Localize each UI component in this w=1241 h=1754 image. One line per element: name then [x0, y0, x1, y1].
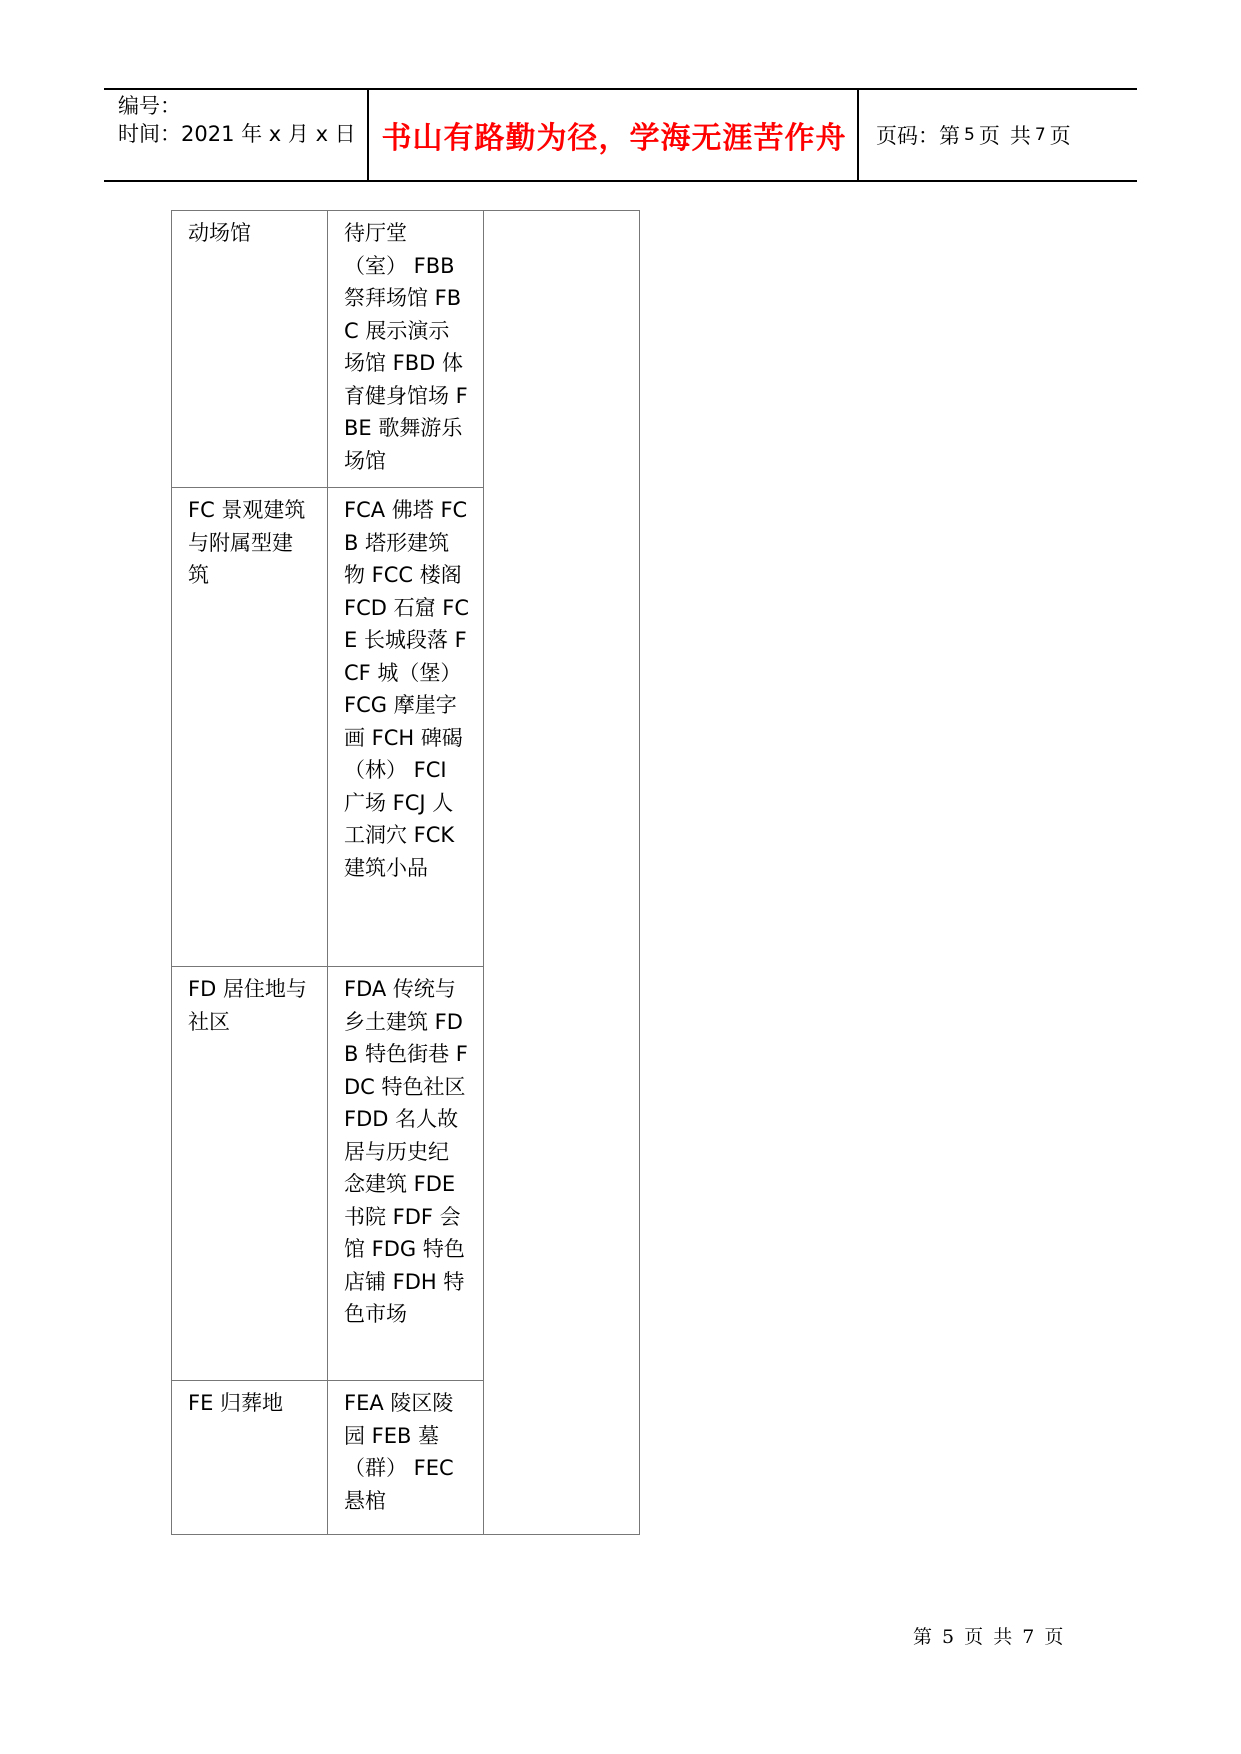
- subcategory-cell: 待厅堂（室） FBB 祭拜场馆 FBC 展示演示场馆 FBD 体育健身馆场 FBE 歌舞游乐场馆: [328, 211, 484, 488]
- total-number: 7: [1034, 125, 1046, 145]
- category-cell: FE 归葬地: [172, 1381, 328, 1535]
- time-label: 时间：2021 年 x 月 x 日: [118, 122, 356, 146]
- empty-cell: [484, 211, 640, 1535]
- category-cell: FC 景观建筑与附属型建筑: [172, 488, 328, 967]
- header-motto: 书山有路勤为径，学海无涯苦作舟: [381, 121, 847, 156]
- subcategory-cell: FCA 佛塔 FCB 塔形建筑物 FCC 楼阁 FCD 石窟 FCE 长城段落 FCF 城（堡） FCG 摩崖字画 FCH 碑碣（林） FCI 广场 FCJ 人工洞穴 FCK 建筑小品: [328, 488, 484, 967]
- header-page-info: [864, 90, 1071, 180]
- total-prefix: 共: [1009, 124, 1031, 148]
- table-row: [172, 211, 640, 488]
- page-prefix: 页码：第: [876, 124, 960, 148]
- number-label: 编号：: [118, 94, 181, 118]
- category-cell: 动场馆: [172, 211, 328, 488]
- subcategory-cell: FEA 陵区陵园 FEB 墓（群） FEC 悬棺: [328, 1381, 484, 1535]
- page-mid: 页: [978, 124, 1000, 148]
- header-divider-left: [367, 90, 369, 180]
- category-cell: FD 居住地与社区: [172, 967, 328, 1381]
- total-suffix: 页: [1049, 124, 1071, 148]
- page-footer: 第 5 页 共 7 页: [913, 1626, 1066, 1648]
- page-header: [104, 88, 1137, 182]
- classification-table: [171, 210, 640, 1535]
- page-number: 5: [964, 125, 975, 145]
- header-divider-right: [857, 90, 859, 180]
- subcategory-cell: FDA 传统与乡土建筑 FDB 特色街巷 FDC 特色社区 FDD 名人故居与历史纪念建筑 FDE 书院 FDF 会馆 FDG 特色店铺 FDH 特色市场: [328, 967, 484, 1381]
